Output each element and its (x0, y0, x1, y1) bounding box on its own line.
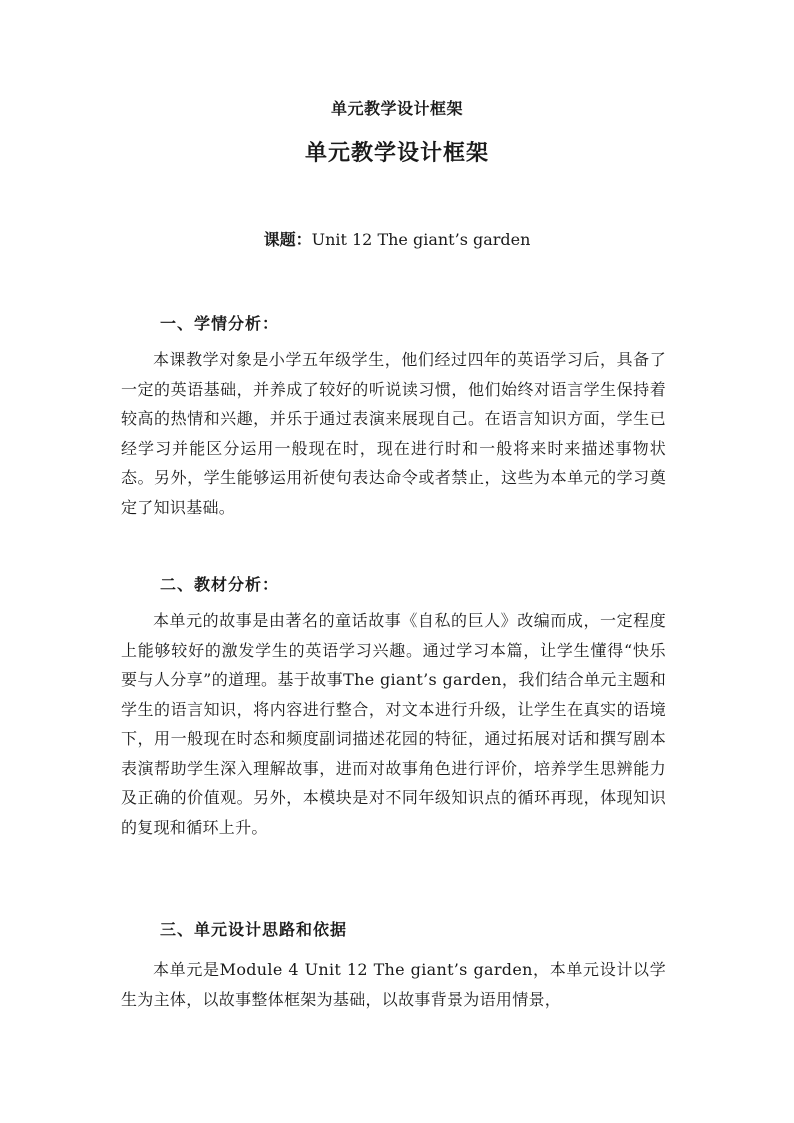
section-body-learner-analysis: 本课教学对象是小学五年级学生，他们经过四年的英语学习后，具备了一定的英语基础，并养成了较好的听说读习惯，他们始终对语言学生保持着较高的热情和兴趣，并乐于通过表演来展现自己。在语言知识方面，学生已经学习并能区分运用一般现在时，现在进行时和一般将来时来描述事物状态。另外，学生能够运用祈使句表达命令或者禁止，这些为本单元的学习奠定了知识基础。 (121, 350, 666, 517)
page-title: 单元教学设计框架 (304, 140, 489, 166)
section-heading-textbook-analysis: 二、教材分析： (160, 575, 280, 594)
subject-label: 课题： (263, 230, 312, 249)
section-body-textbook-analysis: 本单元的故事是由著名的童话故事《自私的巨人》改编而成，一定程度上能够较好的激发学生的英语学习兴趣。通过学习本篇，让学生懂得“快乐要与人分享”的道理。基于故事The giant’s garden，我们结合单元主题和学生的语言知识，将内容进行整合，对文本进行升级，让学生在真实的语境下，用一般现在时态和频度副词描述花园的特征，通过拓展对话和撰写剧本表演帮助学生深入理解故事，进而对故事角色进行评价，培养学生思辨能力及正确的价值观。另外，本模块是对不同年级知识点的循环再现，体现知识的复现和循环上升。 (121, 611, 666, 837)
header-title: 单元教学设计框架 (330, 99, 463, 118)
section-body-design-rationale: 本单元是Module 4 Unit 12 The giant’s garden，本单元设计以学生为主体，以故事整体框架为基础，以故事背景为语用情景， (121, 960, 666, 1009)
subject-line (0, 227, 794, 250)
section-heading-design-rationale: 三、单元设计思路和依据 (160, 920, 348, 939)
subject-value: Unit 12 The giant’s garden (311, 230, 531, 249)
section-heading-learner-analysis: 一、学情分析： (160, 314, 280, 333)
